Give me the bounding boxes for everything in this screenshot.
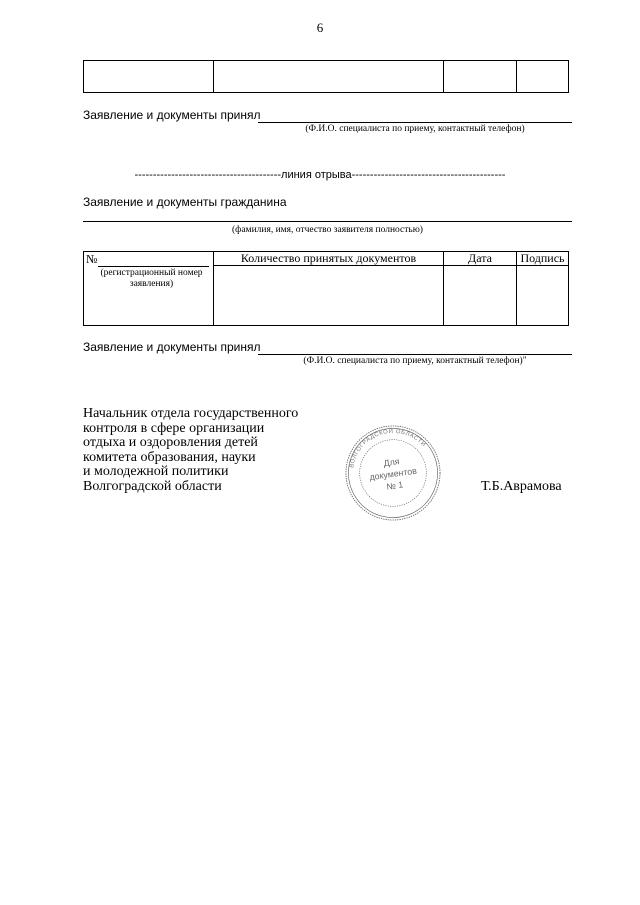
position-line: и молодежной политики [83, 464, 229, 479]
position-line: контроля в сфере организации [83, 420, 265, 436]
position-line: Начальник отдела государственного [83, 406, 299, 421]
continued-cell-date [444, 61, 517, 93]
position-line: комитета образования, науки [83, 449, 256, 465]
page-number: 6 [316, 20, 324, 35]
receipt-table [83, 251, 569, 326]
official-name: Т.Б.Аврамова [481, 479, 562, 494]
stamp-text-line: № 1 [385, 479, 404, 492]
position-line: Волгоградской области [83, 478, 222, 494]
date-cell [444, 252, 517, 326]
number-cell [84, 252, 214, 326]
continued-table [83, 60, 569, 93]
accepted-label-second: Заявление и документы принял [83, 340, 261, 354]
citizen-name-line [83, 221, 572, 222]
stamp-text-line: документов [368, 465, 418, 483]
citizen-documents-label: Заявление и документы гражданина [83, 195, 287, 209]
accepted-signature-line [258, 122, 572, 123]
number-header: № [86, 252, 98, 266]
registration-number-note: (регистрационный номер заявления) [100, 268, 203, 289]
continued-cell-number [84, 61, 214, 93]
accepted-label: Заявление и документы принял [83, 108, 261, 122]
signature-cell [517, 252, 569, 326]
continued-cell-signature [517, 61, 569, 93]
tear-off-line: ----------------------------------------линия отрыва------------------------------------------ [134, 169, 506, 181]
accepted-caption-second: (Ф.И.О. специалиста по приему, контактный телефон)" [303, 356, 527, 366]
document-count-header: Количество принятых документов [214, 252, 443, 266]
number-header-underline [98, 266, 209, 267]
continued-cell-count [214, 61, 444, 93]
official-stamp-icon [344, 424, 442, 522]
stamp-ring-text: ВОЛГОГРАДСКОЙ ОБЛАСТИ [349, 428, 427, 469]
signature-header: Подпись [517, 252, 568, 266]
official-position [83, 407, 298, 494]
stamp-text-line: Для [382, 456, 401, 469]
date-header: Дата [444, 252, 516, 266]
document-count-cell [214, 252, 444, 326]
citizen-name-caption: (фамилия, имя, отчество заявителя полностью) [232, 225, 423, 235]
accepted-signature-line-second [258, 354, 572, 355]
accepted-caption: (Ф.И.О. специалиста по приему, контактный телефон) [305, 124, 525, 134]
position-line: отдыха и оздоровления детей [83, 435, 258, 450]
